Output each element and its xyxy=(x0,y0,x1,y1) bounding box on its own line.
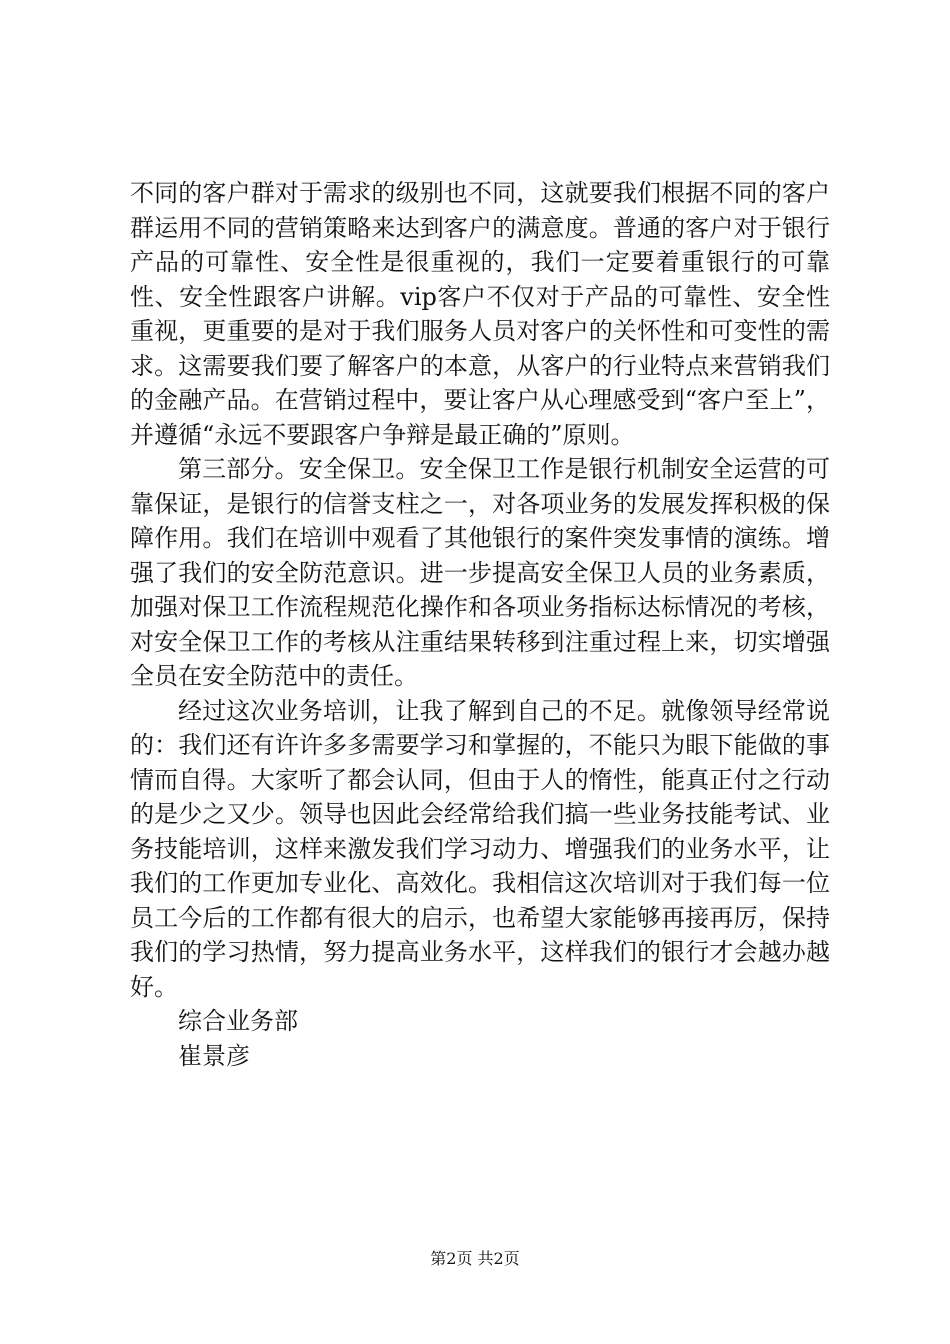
page-number-footer: 第2页 共2页 xyxy=(430,1249,520,1268)
paragraph-customer-segments: 不同的客户群对于需求的级别也不同，这就要我们根据不同的客户群运用不同的营销策略来达到客户的满意度。普通的客户对于银行产品的可靠性、安全性是很重视的，我们一定要着重银行的可靠性、安全性跟客户讲解。vip客户不仅对于产品的可靠性、安全性重视，更重要的是对于我们服务人员对客户的关怀性和可变性的需求。这需要我们要了解客户的本意，从客户的行业特点来营销我们的金融产品。在营销过程中，要让客户从心理感受到“客户至上”，并遵循“永远不要跟客户争辩是最正确的”原则。 xyxy=(130,179,830,449)
document-body xyxy=(130,176,830,1073)
paragraph-conclusion: 经过这次业务培训，让我了解到自己的不足。就像领导经常说的：我们还有许许多多需要学习和掌握的，不能只为眼下能做的事情而自得。大家听了都会认同，但由于人的惰性，能真正付之行动的是少之又少。领导也因此会经常给我们搞一些业务技能考试、业务技能培训，这样来激发我们学习动力、增强我们的业务水平，让我们的工作更加专业化、高效化。我相信这次培训对于我们每一位员工今后的工作都有很大的启示，也希望大家能够再接再厉，保持我们的学习热情，努力提高业务水平，这样我们的银行才会越办越好。 xyxy=(130,696,830,1001)
signature-department: 综合业务部 xyxy=(178,1007,298,1035)
paragraph-security: 第三部分。安全保卫。安全保卫工作是银行机制安全运营的可靠保证，是银行的信誉支柱之一，对各项业务的发展发挥积极的保障作用。我们在培训中观看了其他银行的案件突发事情的演练。增强了我们的安全防范意识。进一步提高安全保卫人员的业务素质，加强对保卫工作流程规范化操作和各项业务指标达标情况的考核，对安全保卫工作的考核从注重结果转移到注重过程上来，切实增强全员在安全防范中的责任。 xyxy=(130,455,830,690)
signature-name: 崔景彦 xyxy=(178,1041,250,1070)
